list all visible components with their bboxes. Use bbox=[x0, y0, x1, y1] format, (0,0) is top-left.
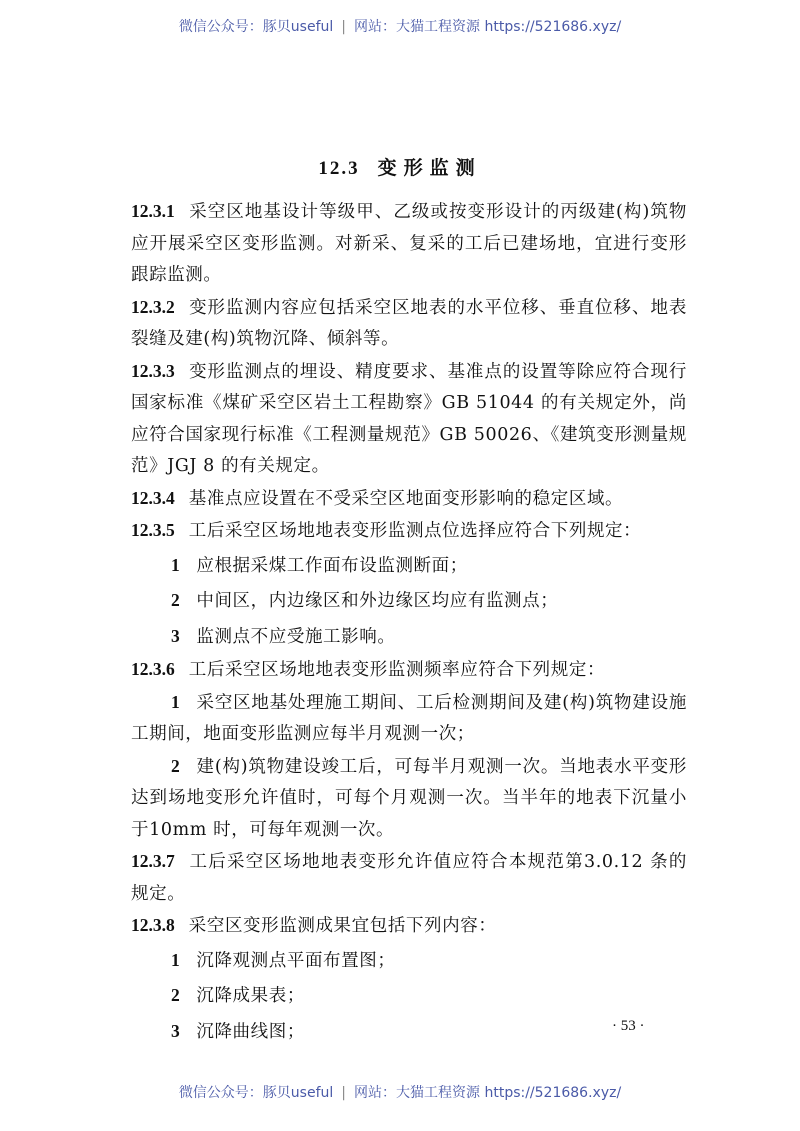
list-item bbox=[131, 548, 687, 584]
clause bbox=[131, 483, 687, 516]
clause-list bbox=[131, 196, 687, 1049]
clause-text: 采空区地基设计等级甲、乙级或按变形设计的丙级建(构)筑物应开展采空区变形监测。对新采、复采的工后已建场地，宜进行变形跟踪监测。 bbox=[131, 202, 687, 285]
clause-number: 12.3.5 bbox=[131, 520, 175, 540]
item-text: 中间区，内边缘区和外边缘区均应有监测点； bbox=[196, 591, 559, 611]
clause-text: 变形监测点的埋设、精度要求、基准点的设置等除应符合现行国家标准《煤矿采空区岩土工程勘察》GB 51044 的有关规定外，尚应符合国家现行标准《工程测量规范》GB 50026、《建筑变形测量规范》JGJ 8 的有关规定。 bbox=[131, 361, 687, 476]
watermark-wechat-text: 微信公众号：豚贝useful bbox=[178, 19, 334, 35]
watermark-website-link[interactable]: 网站：大猫工程资源 https://521686.xyz/ bbox=[354, 1085, 622, 1101]
list-item bbox=[131, 687, 687, 751]
clause-number: 12.3.2 bbox=[131, 296, 175, 317]
item-text: 沉降曲线图； bbox=[196, 1021, 305, 1042]
header-watermark bbox=[0, 16, 800, 36]
item-number: 1 bbox=[171, 691, 181, 712]
clause-number: 12.3.4 bbox=[131, 487, 175, 508]
item-number: 1 bbox=[171, 949, 181, 970]
watermark-website-link[interactable]: 网站：大猫工程资源 https://521686.xyz/ bbox=[354, 19, 622, 35]
clause bbox=[131, 515, 687, 548]
item-text: 应根据采煤工作面布设监测断面； bbox=[196, 555, 468, 576]
clause-number: 12.3.6 bbox=[131, 659, 175, 679]
clause-number: 12.3.7 bbox=[131, 851, 175, 871]
section-heading bbox=[0, 153, 800, 180]
clause bbox=[131, 910, 687, 943]
clause-number: 12.3.3 bbox=[131, 360, 175, 381]
clause bbox=[131, 292, 687, 356]
item-text: 采空区地基处理施工期间、工后检测期间及建(构)筑物建设施工期间，地面变形监测应每半月观测一次； bbox=[131, 692, 687, 744]
list-item bbox=[131, 978, 687, 1014]
clause bbox=[131, 356, 687, 483]
clause bbox=[131, 196, 687, 292]
item-text: 监测点不应受施工影响。 bbox=[196, 626, 396, 647]
clause-number: 12.3.8 bbox=[131, 915, 175, 935]
item-number: 2 bbox=[171, 985, 181, 1005]
item-text: 沉降成果表； bbox=[196, 986, 305, 1006]
clause-number: 12.3.1 bbox=[131, 201, 175, 221]
item-number: 3 bbox=[171, 625, 181, 646]
section-number: 12.3 bbox=[318, 158, 360, 179]
list-item bbox=[131, 943, 687, 979]
item-number: 2 bbox=[171, 590, 181, 610]
list-item bbox=[131, 751, 687, 847]
clause-text: 工后采空区场地地表变形允许值应符合本规范第3.0.12 条的规定。 bbox=[131, 852, 687, 904]
watermark-wechat-text: 微信公众号：豚贝useful bbox=[178, 1085, 334, 1101]
clause-text: 工后采空区场地地表变形监测频率应符合下列规定： bbox=[188, 660, 606, 680]
list-item bbox=[131, 619, 687, 655]
footer-watermark bbox=[0, 1082, 800, 1102]
list-item bbox=[131, 1014, 687, 1050]
watermark-separator: | bbox=[341, 19, 347, 35]
clause-text: 基准点应设置在不受采空区地面变形影响的稳定区域。 bbox=[188, 488, 624, 509]
item-number: 1 bbox=[171, 554, 181, 575]
section-title: 变形监测 bbox=[377, 157, 482, 179]
item-number: 3 bbox=[171, 1020, 181, 1041]
clause-text: 采空区变形监测成果宜包括下列内容： bbox=[188, 916, 497, 936]
item-text: 建(构)筑物建设竣工后，可每半月观测一次。当地表水平变形达到场地变形允许值时，可每个月观测一次。当半年的地表下沉量小于10mm 时，可每年观测一次。 bbox=[131, 756, 687, 840]
clause-text: 变形监测内容应包括采空区地表的水平位移、垂直位移、地表裂缝及建(构)筑物沉降、倾斜等。 bbox=[131, 297, 687, 349]
item-text: 沉降观测点平面布置图； bbox=[196, 950, 396, 971]
item-number: 2 bbox=[171, 755, 181, 776]
watermark-separator: | bbox=[341, 1085, 347, 1101]
list-item bbox=[131, 583, 687, 619]
clause bbox=[131, 654, 687, 687]
clause-text: 工后采空区场地地表变形监测点位选择应符合下列规定： bbox=[188, 521, 642, 541]
page-number: · 53 · bbox=[612, 1018, 645, 1034]
clause bbox=[131, 846, 687, 910]
